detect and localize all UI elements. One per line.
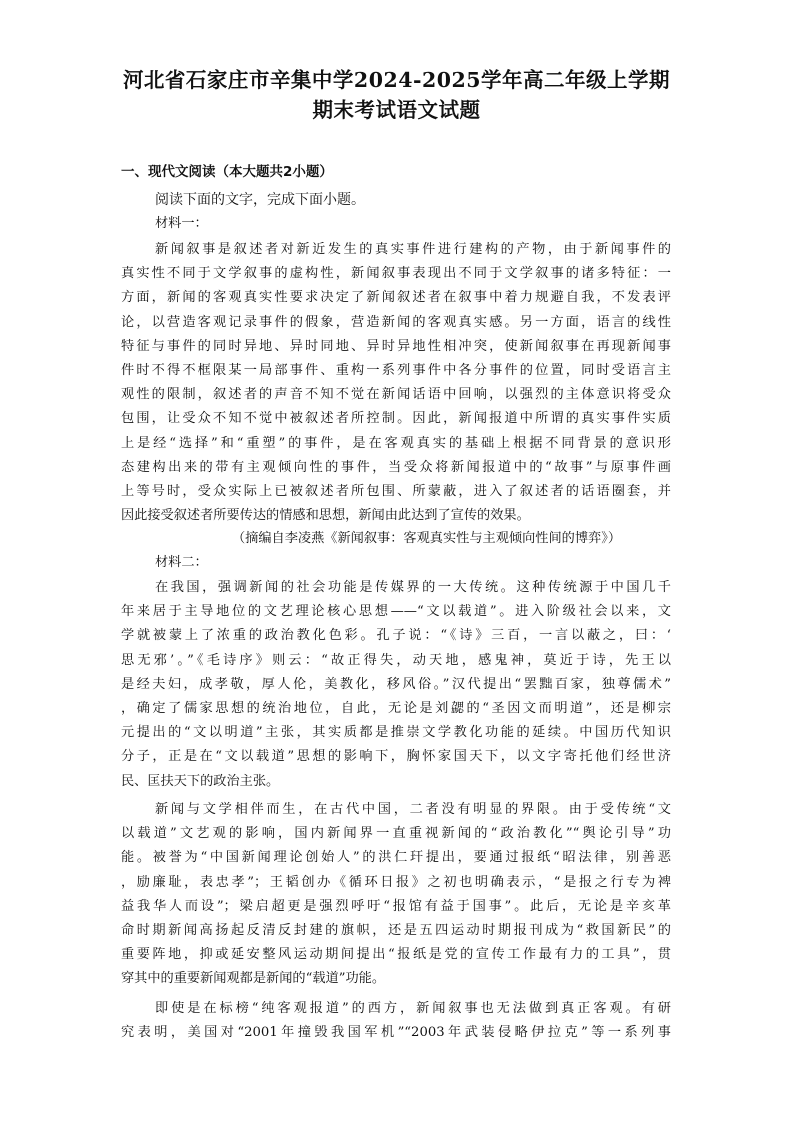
text-line: 件时不得不框限某一局部事件、重构一系列事件中各分事件的位置，同时受语言主 <box>121 363 671 378</box>
text-line: 以载道”文艺观的影响，国内新闻界一直重视新闻的“政治教化”“舆论引导”功 <box>121 826 671 842</box>
text-line: ，确定了儒家思想的统治地位，自此，无论是刘勰的“圣因文而明道”，还是柳宗 <box>121 701 671 716</box>
text-line: 新闻与文学相伴而生，在古代中国，二者没有明显的界限。由于受传统“文 <box>155 802 671 817</box>
material1-source: （摘编自李凌燕《新闻叙事：客观真实性与主观倾向性间的博弈》） <box>232 531 622 546</box>
text-line: 新闻叙事是叙述者对新近发生的真实事件进行建构的产物，由于新闻事件的 <box>155 242 671 257</box>
text-line: 因此接受叙述者所要传达的情感和思想，新闻由此达到了宣传的效果。 <box>121 508 530 524</box>
document-title-line2: 期末考试语文试题 <box>312 98 481 122</box>
text-line: 上是经“选择”和“重塑”的事件，是在客观真实的基础上根据不同背景的意识形 <box>121 435 671 451</box>
text-line: 即使是在标榜“纯客观报道”的西方，新闻叙事也无法做到真正客观。有研 <box>155 1001 671 1016</box>
text-line: 分子，正是在“文以载道”思想的影响下，胸怀家国天下，以文字寄托他们经世济 <box>121 749 671 765</box>
text-line: 论，以营造客观记录事件的假象，营造新闻的客观真实感。另一方面，语言的线性 <box>121 314 671 330</box>
text-line: 方面，新闻的客观真实性要求决定了新闻叙述者在叙事中着力规避自我，不发表评 <box>121 290 671 306</box>
text-line: 特征与事件的同时异地、异时同地、异时异地性相冲突，使新闻叙事在再现新闻事 <box>121 338 671 354</box>
text-line: 能。被誉为“中国新闻理论创始人”的洪仁玕提出，要通过报纸“昭法律，别善恶 <box>121 850 671 866</box>
text-line: 元提出的“文以明道”主张，其实质都是推崇文学教化功能的延续。中国历代知识 <box>121 725 671 741</box>
text-line: 究表明，美国对“2001年撞毁我国军机”“2003年武装侵略伊拉克”等一系列事 <box>121 1025 671 1041</box>
text-line: ，励廉耻，表忠孝”；王韬创办《循环日报》之初也明确表示，“是报之行专为裨 <box>121 874 671 890</box>
text-line: 益我华人而设”；梁启超更是强烈呼吁“报馆有益于国事”。此后，无论是辛亥革 <box>121 898 671 914</box>
text-line: 命时期新闻高扬起反清反封建的旗帜，还是五四运动时期报刊成为“救国新民”的 <box>121 923 671 938</box>
text-line: 包围，让受众不知不觉中被叙述者所控制。因此，新闻报道中所谓的真实事件实质 <box>121 411 671 427</box>
text-line: 学就被蒙上了浓重的政治教化色彩。孔子说：“《诗》三百，一言以蔽之，曰：‘ <box>121 628 671 644</box>
text-line: 态建构出来的带有主观倾向性的事件，当受众将新闻报道中的“故事”与原事件画 <box>121 459 671 475</box>
material1-label: 材料一： <box>155 216 208 231</box>
text-line: 思无邪’。”《毛诗序》则云：“故正得失，动天地，感鬼神，莫近于诗，先王以 <box>121 652 671 668</box>
text-line: 穿其中的重要新闻观都是新闻的“载道”功能。 <box>121 971 386 987</box>
text-line: 重要阵地，抑或延安整风运动期间提出“报纸是党的宣传工作最有力的工具”，贯 <box>121 947 671 963</box>
text-line: 上等号时，受众实际上已被叙述者所包围、所蒙蔽，进入了叙述者的话语圈套，并 <box>121 484 671 499</box>
text-line: 在我国，强调新闻的社会功能是传媒界的一大传统。这种传统源于中国几千 <box>155 580 671 595</box>
text-line: 民、匡扶天下的政治主张。 <box>121 773 280 789</box>
text-line: 是经夫妇，成孝敬，厚人伦，美教化，移风俗。”汉代提出“罢黜百家，独尊儒术” <box>121 676 671 692</box>
text-line: 年来居于主导地位的文艺理论核心思想——“文以载道”。进入阶级社会以来，文 <box>121 604 671 620</box>
section-heading: 一、现代文阅读（本大题共2小题） <box>121 164 333 180</box>
text-line: 真实性不同于文学叙事的虚构性，新闻叙事表现出不同于文学叙事的诸多特征：一 <box>121 266 671 282</box>
material2-label: 材料二： <box>155 555 208 570</box>
text-line: 观性的限制，叙述者的声音不知不觉在新闻话语中回响，以强烈的主体意识将受众 <box>121 387 671 403</box>
document-title-line1: 河北省石家庄市辛集中学2024-2025学年高二年级上学期 <box>122 68 671 92</box>
reading-instruction: 阅读下面的文字，完成下面小题。 <box>155 192 365 208</box>
